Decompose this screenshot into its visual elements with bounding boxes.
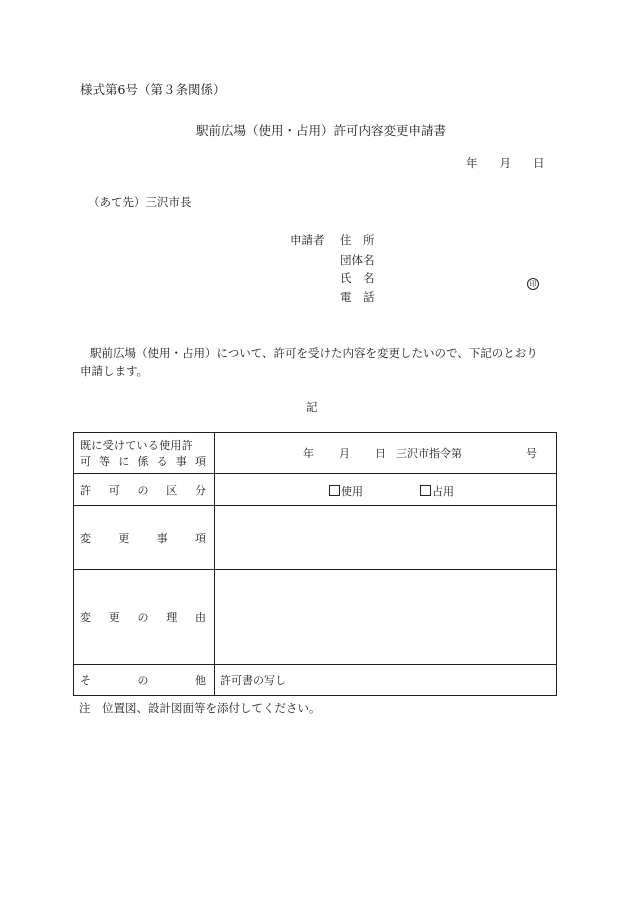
date-month: 月 [499,156,511,170]
existing-permit-value[interactable] [215,433,557,474]
permit-number: 号 [526,447,537,460]
footnote: 注 位置図、設計図面等を添付してください。 [79,701,321,715]
table-row-existing-permit [74,433,557,474]
existing-permit-label [74,433,215,474]
occupy-checkbox[interactable] [420,485,431,496]
seal-mark [527,271,539,290]
body-paragraph-line2: 申請します。 [80,364,149,378]
ki-heading: 記 [306,400,318,414]
application-table [73,432,557,696]
body-paragraph-line1: 駅前広場（使用・占用）について、許可を受けた内容を変更したいので、下記のとおり [90,346,538,360]
use-label: 使用 [341,484,363,498]
permit-city-order: 三沢市指令第 [396,447,462,460]
occupy-label: 占用 [432,484,454,498]
applicant-name-label: 氏 名 [340,271,375,285]
applicant-label: 申請者 [290,233,325,247]
date-line [466,155,545,171]
seal-icon: 印 [527,278,539,290]
permit-month: 月 [339,447,350,460]
applicant-organization-label: 団体名 [340,253,375,267]
table-row-change-items [74,506,557,570]
change-reason-value[interactable] [215,570,557,665]
permit-type-label: 許 可 の 区 分 [74,474,215,506]
table-row-change-reason [74,570,557,665]
table-row-other [74,665,557,696]
other-value[interactable] [215,665,557,696]
other-label: そ の 他 [74,665,215,696]
existing-permit-label-line1: 既に受けている使用許 [80,439,193,452]
permit-year: 年 [303,447,314,460]
form-number: 様式第6号（第３条関係） [80,82,226,97]
use-option[interactable] [329,483,363,499]
document-title: 駅前広場（使用・占用）許可内容変更申請書 [196,123,447,138]
change-reason-label: 変 更 の 理 由 [74,570,215,665]
change-items-label: 変 更 事 項 [74,506,215,570]
permit-day: 日 [375,447,386,460]
addressee: （あて先）三沢市長 [88,195,192,209]
applicant-phone-label: 電 話 [340,290,375,304]
other-value-text: 許可書の写し [220,674,286,687]
date-day: 日 [533,156,545,170]
applicant-address-label: 住 所 [340,233,375,247]
permit-type-value [215,474,557,506]
change-items-value[interactable] [215,506,557,570]
table-row-permit-type [74,474,557,506]
existing-permit-label-line2: 可 等 に 係 る 事 項 [80,455,206,468]
occupy-option[interactable] [420,483,454,499]
use-checkbox[interactable] [329,485,340,496]
date-year: 年 [466,156,478,170]
